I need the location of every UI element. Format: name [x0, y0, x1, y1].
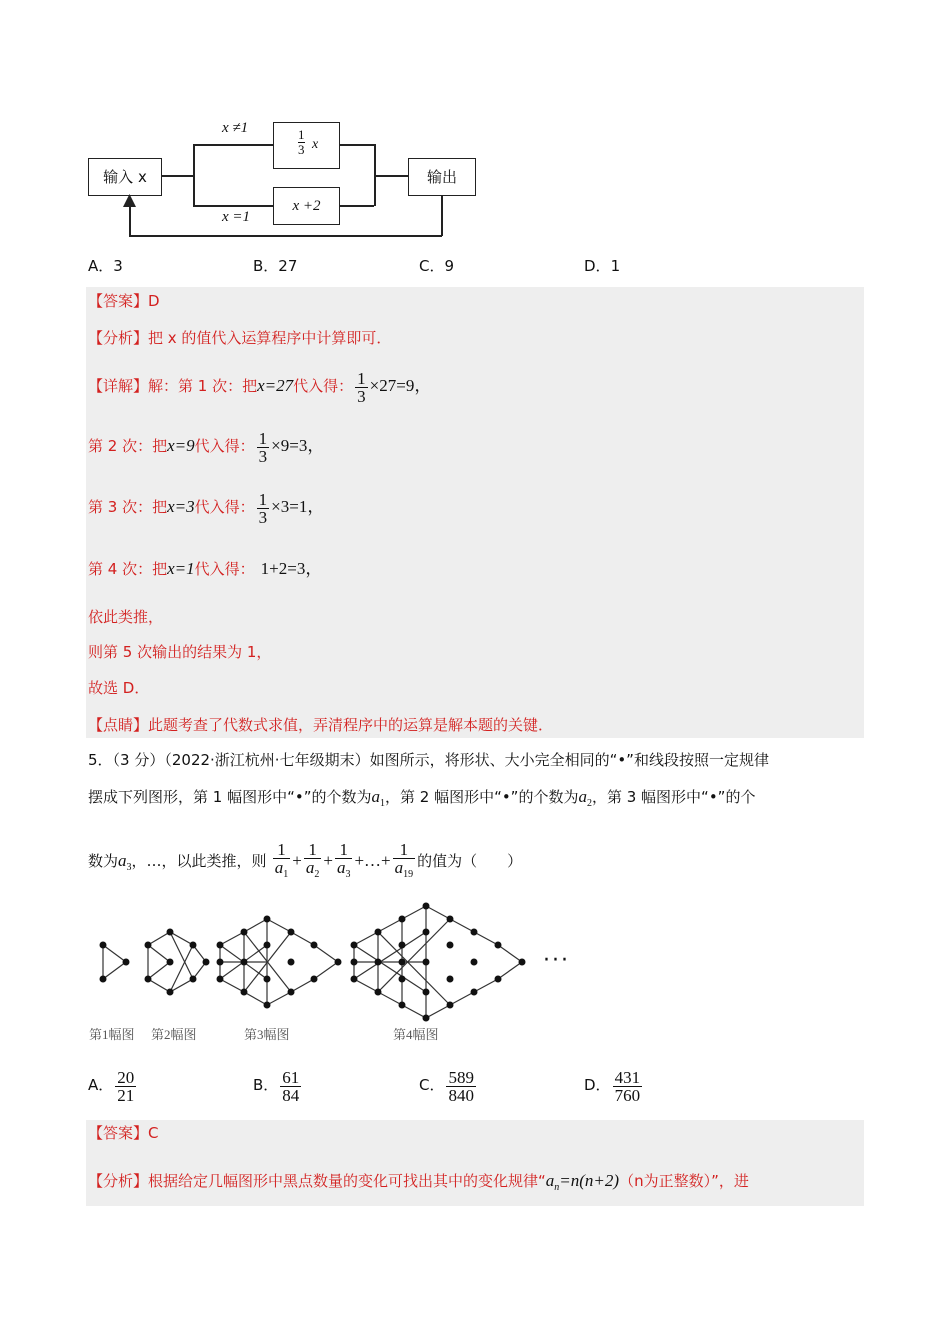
q5-option-d[interactable]: D． $\frac{431}{760}$ [584, 1067, 641, 1105]
figure-label-2: 第2幅图 [151, 1027, 197, 1042]
q4-answer: 【答案】D [88, 292, 160, 310]
bottom-op: x +2 [292, 198, 321, 214]
top-op-denominator: 3 [298, 142, 305, 157]
q5-line-2: 摆成下列图形，第 1 幅图形中“•”的个数为$a_1$，第 2 幅图形中“•”的个数为$a_2$，第 3 幅图形中“•”的个 [88, 787, 756, 809]
figure-ellipsis: ··· [543, 948, 570, 973]
bottom-condition: x =1 [222, 209, 251, 225]
top-operation-box [273, 122, 340, 169]
option-b[interactable]: B．27 [253, 257, 298, 275]
q5-analysis: 【分析】根据给定几幅图形中黑点数量的变化可找出其中的变化规律“$a_n=n(n+2)(n$为正整数）”，进 [88, 1171, 749, 1193]
q5-line-1: 5．（3 分）（2022·浙江杭州·七年级期末）如图所示，将形状、大小完全相同的“•”和线段按照一定规律 [88, 751, 769, 769]
top-condition: x ≠1 [222, 120, 249, 136]
arrow-up-icon [122, 194, 137, 208]
q4-line-b: 则第 5 次输出的结果为 1， [88, 643, 272, 661]
top-op-numerator: 1 [298, 127, 305, 142]
q4-line-a: 依此类推， [88, 608, 164, 626]
option-d[interactable]: D．1 [584, 257, 621, 275]
output-box [408, 158, 476, 196]
output-label: 输出 [426, 168, 457, 186]
option-a[interactable]: A．3 [88, 257, 123, 275]
q4-analysis: 【分析】把 x 的值代入运算程序中计算即可． [88, 329, 392, 347]
figure-label-3: 第3幅图 [244, 1027, 290, 1042]
q5-line-3: 数为$a_3$，…，以此类推，则 $\frac{1}{a_1}$ + $\frac{1}{a_2}$ + $\frac{1}{a_3}$ +…+ $\frac{1}{a_{19}}$ 的值为（ ） [88, 840, 523, 881]
figure-label-4: 第4幅图 [393, 1027, 439, 1042]
q4-step-3: 第 3 次：把x=3代入得： $\frac{1}{3}$ ×3=1， [88, 489, 325, 527]
input-label: 输入 x [103, 168, 147, 186]
q5-option-c[interactable]: C． $\frac{589}{840}$ [419, 1067, 474, 1105]
q5-answer: 【答案】C [88, 1124, 159, 1142]
q4-comment: 【点睛】此题考查了代数式求值，弄清程序中的运算是解本题的关键． [88, 716, 554, 734]
q5-option-b[interactable]: B． $\frac{61}{84}$ [253, 1067, 300, 1105]
input-box [88, 158, 162, 196]
top-op-var: x [312, 137, 319, 152]
q4-step-1: 【详解】解：第 1 次：把x=27代入得： $\frac{1}{3}$ ×27=9， [88, 368, 432, 406]
q5-option-a[interactable]: A． $\frac{20}{21}$ [88, 1067, 135, 1105]
q4-line-c: 故选 D． [88, 679, 150, 697]
figure-label-1: 第1幅图 [89, 1027, 135, 1042]
q4-step-2: 第 2 次：把x=9代入得： $\frac{1}{3}$ ×9=3， [88, 428, 325, 466]
q4-step-4: 第 4 次：把x=1代入得： 1+2=3， [88, 559, 323, 578]
option-c[interactable]: C．9 [419, 257, 455, 275]
bottom-operation-box [273, 187, 340, 225]
